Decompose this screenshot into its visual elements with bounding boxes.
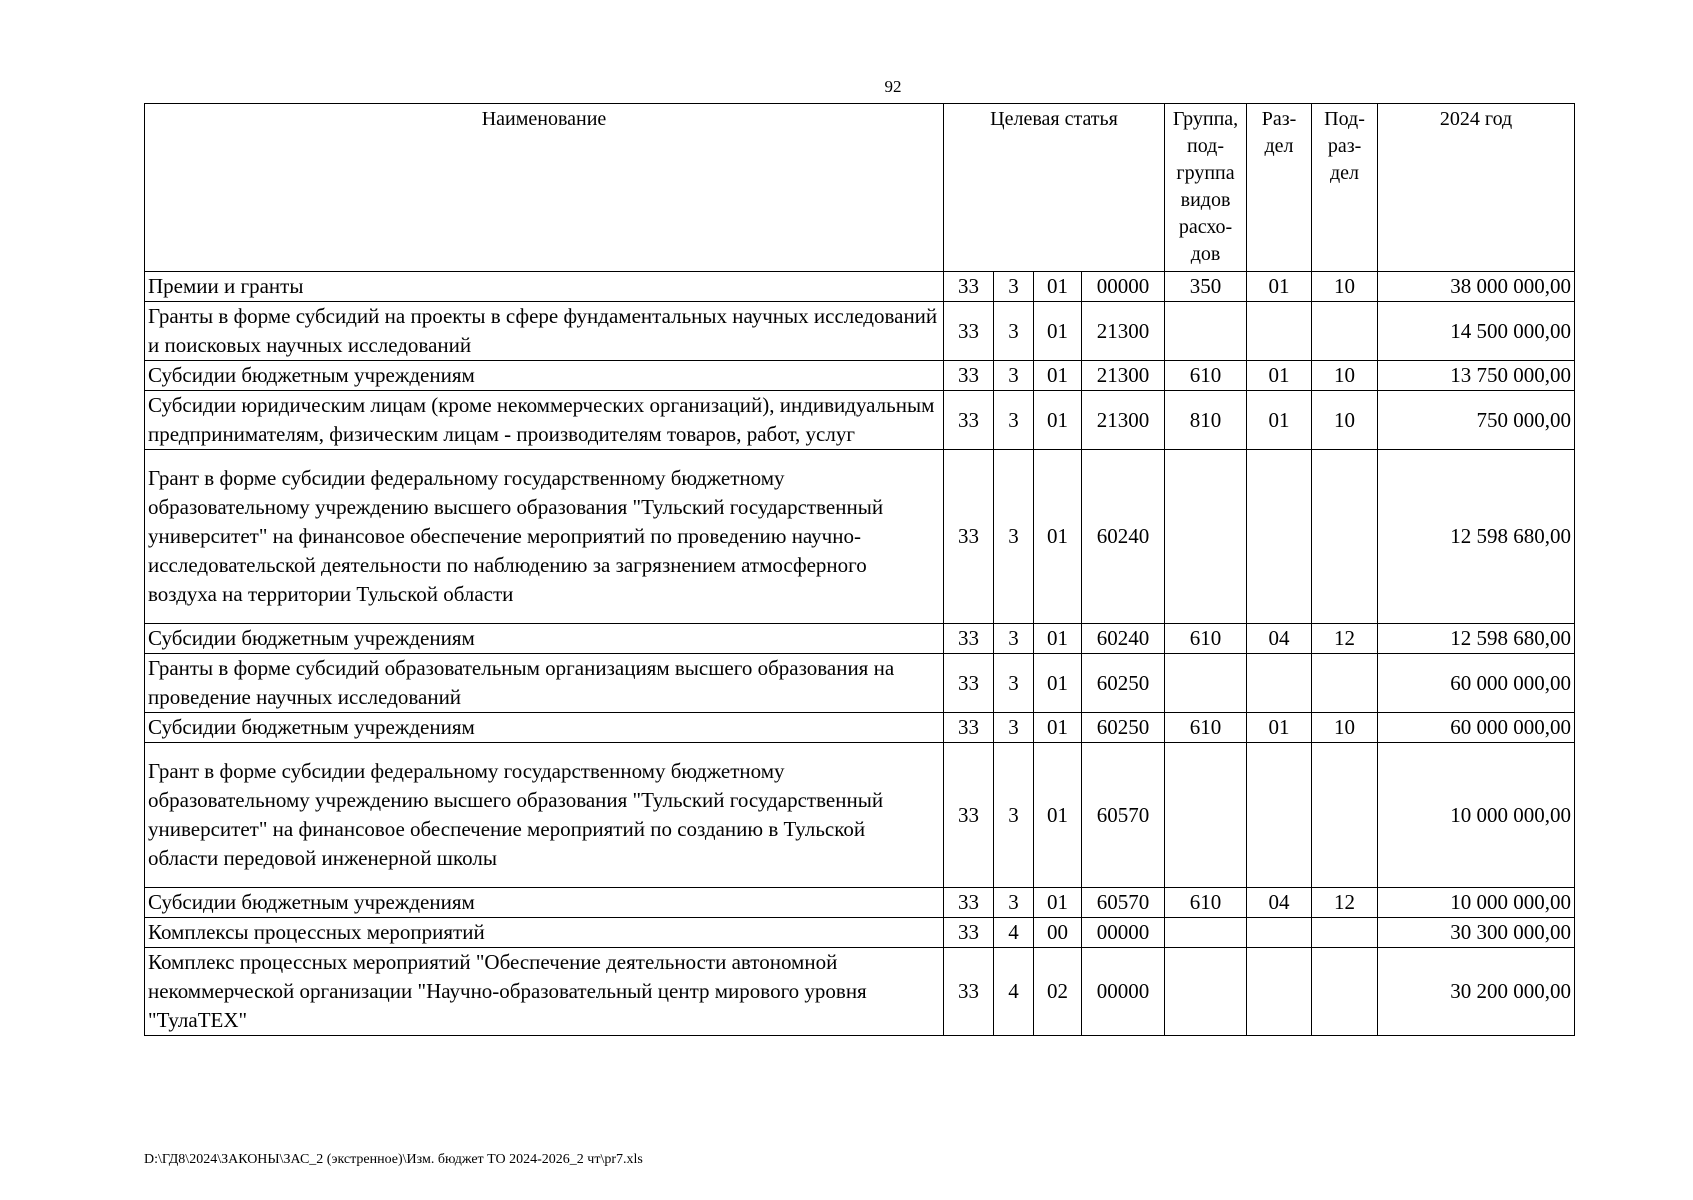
- header-group-line: Группа,: [1172, 108, 1239, 130]
- row-section: 01: [1247, 272, 1312, 302]
- header-group-line: под-: [1187, 135, 1225, 157]
- row-section: 01: [1247, 713, 1312, 743]
- row-code-b: 3: [994, 888, 1034, 918]
- row-group: 810: [1165, 391, 1247, 450]
- row-code-b: 3: [994, 302, 1034, 361]
- row-group: [1165, 450, 1247, 624]
- row-name: Комплексы процессных мероприятий: [145, 918, 944, 948]
- row-code-a: 33: [944, 272, 994, 302]
- row-group: [1165, 302, 1247, 361]
- row-name: Субсидии бюджетным учреждениям: [145, 624, 944, 654]
- row-name: Премии и гранты: [145, 272, 944, 302]
- row-group: 610: [1165, 361, 1247, 391]
- row-code-a: 33: [944, 391, 994, 450]
- table-row: [145, 654, 1575, 713]
- header-section: [1247, 104, 1312, 272]
- row-code-c: 01: [1034, 713, 1082, 743]
- row-code-d: 60570: [1082, 743, 1165, 888]
- row-code-a: 33: [944, 743, 994, 888]
- row-code-d: 60250: [1082, 713, 1165, 743]
- row-code-c: 00: [1034, 918, 1082, 948]
- row-code-c: 01: [1034, 654, 1082, 713]
- row-section: [1247, 450, 1312, 624]
- table-row: [145, 888, 1575, 918]
- header-subsection-line: дел: [1330, 162, 1360, 184]
- row-code-b: 3: [994, 272, 1034, 302]
- row-code-d: 21300: [1082, 391, 1165, 450]
- row-amount: 14 500 000,00: [1378, 302, 1575, 361]
- row-group: [1165, 948, 1247, 1036]
- row-name: Комплекс процессных мероприятий "Обеспечение деятельности автономной некоммерческой организации "Научно-образовательный центр мирового уровня "ТулаТЕХ": [145, 948, 944, 1036]
- row-subsection: 10: [1312, 361, 1378, 391]
- row-subsection: [1312, 918, 1378, 948]
- table-row: [145, 391, 1575, 450]
- header-target-article: Целевая статья: [944, 104, 1165, 272]
- row-code-d: 60240: [1082, 624, 1165, 654]
- row-amount: 750 000,00: [1378, 391, 1575, 450]
- table-row: [145, 272, 1575, 302]
- row-code-c: 01: [1034, 302, 1082, 361]
- row-amount: 30 200 000,00: [1378, 948, 1575, 1036]
- row-group: [1165, 654, 1247, 713]
- row-amount: 13 750 000,00: [1378, 361, 1575, 391]
- file-path-footer: D:\ГД8\2024\ЗАКОНЫ\ЗАС_2 (экстренное)\Изм. бюджет ТО 2024-2026_2 чт\pr7.xls: [144, 1152, 643, 1167]
- header-group-line: группа: [1176, 162, 1235, 184]
- row-code-d: 00000: [1082, 272, 1165, 302]
- row-code-c: 01: [1034, 624, 1082, 654]
- row-name: Субсидии бюджетным учреждениям: [145, 713, 944, 743]
- row-code-d: 60570: [1082, 888, 1165, 918]
- row-code-a: 33: [944, 918, 994, 948]
- header-section-line: Раз-: [1261, 108, 1297, 130]
- row-name: Субсидии юридическим лицам (кроме некоммерческих организаций), индивидуальным предпринимателям, физическим лицам - производителям товаров, работ, услуг: [145, 391, 944, 450]
- row-name: Субсидии бюджетным учреждениям: [145, 361, 944, 391]
- header-section-line: дел: [1264, 135, 1294, 157]
- row-subsection: [1312, 450, 1378, 624]
- row-amount: 60 000 000,00: [1378, 713, 1575, 743]
- row-name: Грант в форме субсидии федеральному государственному бюджетному образовательному учреждению высшего образования "Тульский государственный университет" на финансовое обеспечение мероприятий по проведению научно-исследовательской деятельности по наблюдению за загрязнением атмосферного воздуха на территории Тульской области: [145, 450, 944, 624]
- row-code-a: 33: [944, 361, 994, 391]
- row-code-a: 33: [944, 713, 994, 743]
- row-code-a: 33: [944, 888, 994, 918]
- row-section: [1247, 918, 1312, 948]
- row-name: Гранты в форме субсидий на проекты в сфере фундаментальных научных исследований и поисковых научных исследований: [145, 302, 944, 361]
- table-row: [145, 743, 1575, 888]
- row-subsection: 10: [1312, 391, 1378, 450]
- row-code-d: 21300: [1082, 361, 1165, 391]
- row-section: [1247, 743, 1312, 888]
- row-code-b: 3: [994, 624, 1034, 654]
- row-code-d: 60240: [1082, 450, 1165, 624]
- row-code-b: 3: [994, 361, 1034, 391]
- row-code-a: 33: [944, 302, 994, 361]
- table-header-row: [145, 104, 1575, 272]
- row-code-a: 33: [944, 624, 994, 654]
- row-amount: 10 000 000,00: [1378, 888, 1575, 918]
- row-amount: 60 000 000,00: [1378, 654, 1575, 713]
- row-code-d: 21300: [1082, 302, 1165, 361]
- row-code-c: 01: [1034, 391, 1082, 450]
- row-amount: 30 300 000,00: [1378, 918, 1575, 948]
- row-group: 610: [1165, 713, 1247, 743]
- row-code-b: 4: [994, 918, 1034, 948]
- row-amount: 38 000 000,00: [1378, 272, 1575, 302]
- row-group: 610: [1165, 624, 1247, 654]
- table-row: [145, 918, 1575, 948]
- row-code-d: 00000: [1082, 948, 1165, 1036]
- table-row: [145, 361, 1575, 391]
- row-amount: 10 000 000,00: [1378, 743, 1575, 888]
- row-section: [1247, 654, 1312, 713]
- row-name: Гранты в форме субсидий образовательным организациям высшего образования на проведение научных исследований: [145, 654, 944, 713]
- row-group: 350: [1165, 272, 1247, 302]
- budget-table: [144, 103, 1575, 1036]
- table-row: [145, 713, 1575, 743]
- row-code-b: 3: [994, 654, 1034, 713]
- row-section: 04: [1247, 624, 1312, 654]
- header-year: 2024 год: [1378, 104, 1575, 272]
- header-group: [1165, 104, 1247, 272]
- row-code-a: 33: [944, 450, 994, 624]
- header-group-line: видов: [1180, 189, 1231, 211]
- row-amount: 12 598 680,00: [1378, 624, 1575, 654]
- page-number: 92: [884, 77, 902, 96]
- row-name: Грант в форме субсидии федеральному государственному бюджетному образовательному учреждению высшего образования "Тульский государственный университет" на финансовое обеспечение мероприятий по созданию в Тульской области передовой инженерной школы: [145, 743, 944, 888]
- header-subsection: [1312, 104, 1378, 272]
- row-code-b: 3: [994, 713, 1034, 743]
- table-row: [145, 624, 1575, 654]
- row-name: Субсидии бюджетным учреждениям: [145, 888, 944, 918]
- table-row: [145, 450, 1575, 624]
- row-amount: 12 598 680,00: [1378, 450, 1575, 624]
- row-section: [1247, 302, 1312, 361]
- row-code-c: 01: [1034, 743, 1082, 888]
- row-subsection: [1312, 302, 1378, 361]
- row-code-c: 01: [1034, 272, 1082, 302]
- row-code-b: 3: [994, 391, 1034, 450]
- row-subsection: 10: [1312, 272, 1378, 302]
- row-code-c: 01: [1034, 888, 1082, 918]
- row-group: 610: [1165, 888, 1247, 918]
- row-code-b: 3: [994, 743, 1034, 888]
- header-subsection-line: раз-: [1327, 135, 1362, 157]
- row-section: 01: [1247, 361, 1312, 391]
- row-code-a: 33: [944, 948, 994, 1036]
- header-name: Наименование: [145, 104, 944, 272]
- header-group-line: дов: [1190, 243, 1221, 265]
- table-row: [145, 302, 1575, 361]
- row-subsection: [1312, 654, 1378, 713]
- row-subsection: [1312, 948, 1378, 1036]
- row-code-d: 00000: [1082, 918, 1165, 948]
- row-section: 01: [1247, 391, 1312, 450]
- row-code-b: 3: [994, 450, 1034, 624]
- row-code-c: 01: [1034, 450, 1082, 624]
- row-code-c: 02: [1034, 948, 1082, 1036]
- row-group: [1165, 743, 1247, 888]
- row-subsection: [1312, 743, 1378, 888]
- row-subsection: 12: [1312, 624, 1378, 654]
- row-subsection: 12: [1312, 888, 1378, 918]
- row-code-d: 60250: [1082, 654, 1165, 713]
- row-subsection: 10: [1312, 713, 1378, 743]
- header-group-line: расхо-: [1178, 216, 1233, 238]
- table-row: [145, 948, 1575, 1036]
- row-code-a: 33: [944, 654, 994, 713]
- row-group: [1165, 918, 1247, 948]
- header-subsection-line: Под-: [1324, 108, 1365, 130]
- row-code-c: 01: [1034, 361, 1082, 391]
- row-code-b: 4: [994, 948, 1034, 1036]
- row-section: 04: [1247, 888, 1312, 918]
- row-section: [1247, 948, 1312, 1036]
